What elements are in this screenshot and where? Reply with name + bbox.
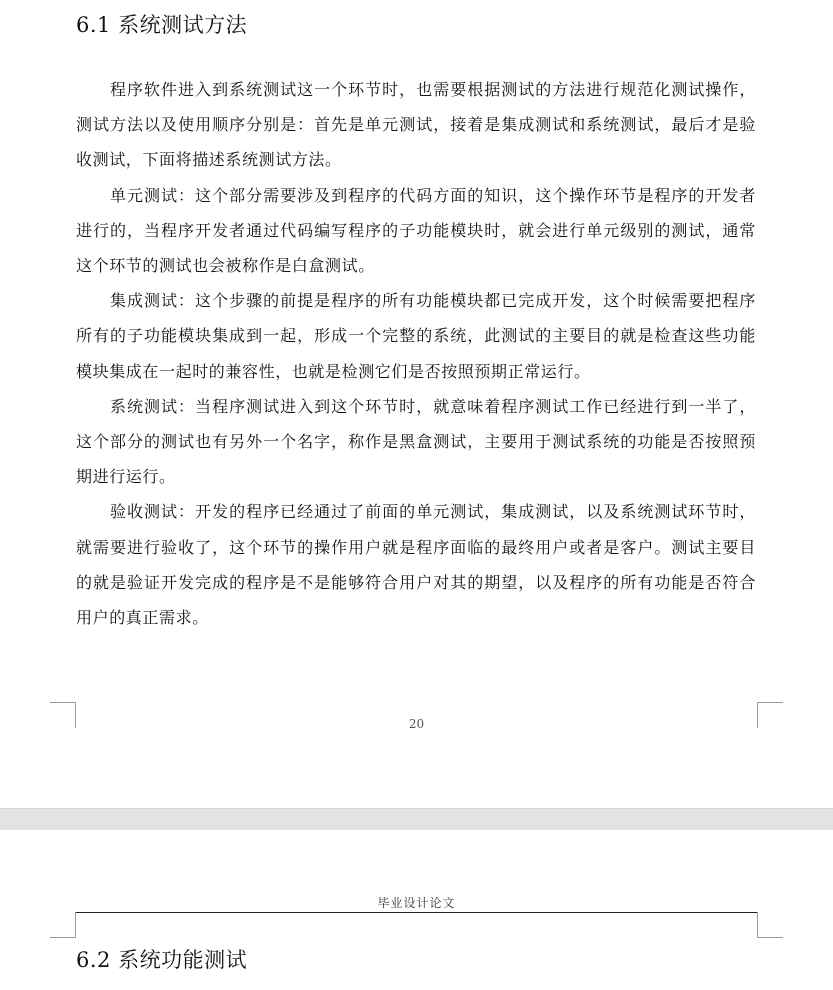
margin-corner-mark-top-right: [757, 912, 783, 938]
paragraph-acceptance-test: 验收测试：开发的程序已经通过了前面的单元测试，集成测试，以及系统测试环节时，就需要进行验收了，这个环节的操作用户就是程序面临的最终用户或者是客户。测试主要目的就是验证开发完成的程序是不是能够符合用户对其的期望，以及程序的所有功能是否符合用户的真正需求。: [76, 502, 756, 628]
paragraph-integration-test: 集成测试：这个步骤的前提是程序的所有功能模块都已完成开发，这个时候需要把程序所有的子功能模块集成到一起，形成一个完整的系统，此测试的主要目的就是检查这些功能模块集成在一起时的兼容性，也就是检测它们是否按照预期正常运行。: [76, 291, 756, 381]
paragraph-system-test: 系统测试：当程序测试进入到这个环节时，就意味着程序测试工作已经进行到一半了，这个部分的测试也有另外一个名字，称作是黑盒测试，主要用于测试系统的功能是否按照预期进行运行。: [76, 396, 756, 487]
section-heading-6-2: 6.2 系统功能测试: [76, 948, 248, 972]
body-text: [76, 72, 756, 635]
page-number: 20: [408, 717, 425, 731]
paragraph-intro: 程序软件进入到系统测试这一个环节时，也需要根据测试的方法进行规范化测试操作，测试方法以及使用顺序分别是：首先是单元测试，接着是集成测试和系统测试，最后才是验收测试，下面将描述系统测试方法。: [76, 80, 756, 170]
page-separator: [0, 808, 833, 830]
margin-corner-mark-top-left: [50, 912, 76, 938]
section-heading-6-1: 6.1 系统测试方法: [76, 13, 248, 37]
header-rule: [76, 912, 757, 913]
paragraph-unit-test: 单元测试：这个部分需要涉及到程序的代码方面的知识，这个操作环节是程序的开发者进行的，当程序开发者通过代码编写程序的子功能模块时，就会进行单元级别的测试，通常这个环节的测试也会被称作是白盒测试。: [76, 185, 756, 276]
document-page-21: [0, 830, 833, 990]
running-header: 毕业设计论文: [377, 896, 456, 910]
